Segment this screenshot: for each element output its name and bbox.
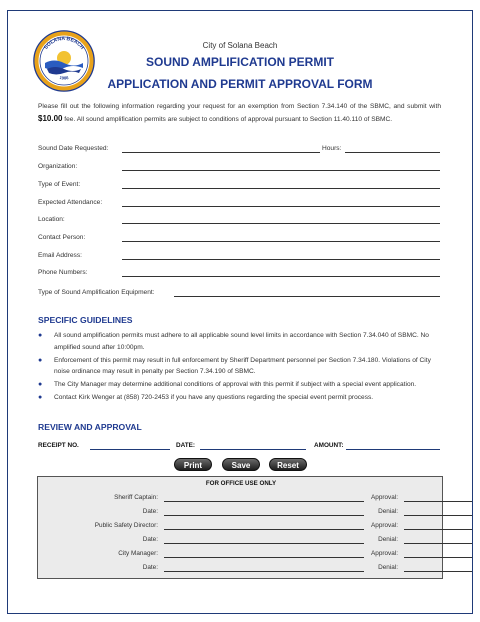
print-button[interactable]: Print [174,458,212,471]
save-button[interactable]: Save [222,458,260,471]
denial-label: Denial: [378,508,398,515]
contact-label: Contact Person: [38,234,86,241]
manager-denial-field[interactable] [404,563,472,572]
event-type-field[interactable] [122,180,440,189]
review-date-field[interactable] [200,441,306,450]
intro-paragraph [38,101,441,125]
guideline-item: ● All sound amplification permits must adhere to all applicable sound level limits in accordance with Section 7.34.040 of SBMC. No amplified sound after 10:00pm. [38,332,429,351]
guidelines-heading: SPECIFIC GUIDELINES [38,315,133,325]
equipment-field[interactable] [174,288,440,297]
sheriff-denial-field[interactable] [404,507,472,516]
guideline-item: ● Contact Kirk Wenger at (858) 720-2453 if you have any questions regarding the special event permit process. [38,392,442,404]
bullet-icon: ● [38,332,43,339]
intro-text-part2: fee. All sound amplification permits are subject to conditions of approval pursuant to Section 11.40.110 of SBMC. [62,115,393,123]
city-manager-label: City Manager: [118,550,158,557]
date-label: Date: [142,508,158,515]
logo-text-bottom: 1986 [59,75,69,81]
approval-label: Approval: [371,522,398,529]
form-title-line2: APPLICATION AND PERMIT APPROVAL FORM [107,77,373,91]
denial-label: Denial: [378,564,398,571]
safety-denial-field[interactable] [404,535,472,544]
review-heading: REVIEW AND APPROVAL [38,422,142,432]
attendance-field[interactable] [122,198,440,207]
hours-label: Hours: [322,145,342,152]
approval-label: Approval: [371,550,398,557]
guideline-item: ● Enforcement of this permit may result in full enforcement by Sheriff Department personnel per Section 7.34.180. Violations of City noise ordinance may result in penalty per Section 7.34.190 of SBMC. [38,356,431,375]
date-label: Date: [142,564,158,571]
sound-date-label: Sound Date Requested: [38,145,109,152]
receipt-label: RECEIPT NO. [38,442,79,449]
intro-text-part1: Please fill out the following information regarding your request for an exemption from Section 7.34.140 of the SBMC, and submit with [38,103,441,110]
email-label: Email Address: [38,252,82,259]
organization-field[interactable] [122,162,440,171]
phones-field[interactable] [122,268,440,277]
hours-field[interactable] [345,144,440,153]
sheriff-approval-field[interactable] [404,493,472,502]
location-label: Location: [38,216,65,223]
city-manager-field[interactable] [164,549,364,558]
safety-director-field[interactable] [164,521,364,530]
manager-approval-field[interactable] [404,549,472,558]
amount-label: AMOUNT: [314,442,344,449]
sound-date-field[interactable] [122,144,320,153]
sheriff-label: Sheriff Captain: [114,494,158,501]
safety-director-label: Public Safety Director: [94,522,158,529]
office-use-panel [37,476,443,579]
city-name: City of Solana Beach [202,41,278,50]
receipt-field[interactable] [90,441,170,450]
amount-field[interactable] [346,441,440,450]
bullet-icon: ● [38,394,43,401]
location-field[interactable] [122,215,440,224]
manager-date-field[interactable] [164,563,364,572]
form-title-line1: SOUND AMPLIFICATION PERMIT [146,55,334,69]
logo-text-top: SOLANA BEACH [43,35,85,51]
sheriff-date-field[interactable] [164,507,364,516]
approval-label: Approval: [371,494,398,501]
sheriff-field[interactable] [164,493,364,502]
safety-approval-field[interactable] [404,521,472,530]
fee-amount: $10.00 [38,113,63,123]
denial-label: Denial: [378,536,398,543]
contact-field[interactable] [122,233,440,242]
guidelines-list [38,330,442,405]
safety-date-field[interactable] [164,535,364,544]
attendance-label: Expected Attendance: [38,199,103,206]
review-date-label: DATE: [176,442,196,449]
phones-label: Phone Numbers: [38,269,88,276]
bullet-icon: ● [38,356,43,364]
equipment-label: Type of Sound Amplification Equipment: [38,289,155,296]
reset-button[interactable]: Reset [269,458,307,471]
guideline-item: ● The City Manager may determine additional conditions of approval with this permit if subject with a special event application. [38,379,442,391]
office-use-title: FOR OFFICE USE ONLY [205,480,277,487]
email-field[interactable] [122,251,440,260]
event-type-label: Type of Event: [38,181,81,188]
bullet-icon: ● [38,381,43,388]
organization-label: Organization: [38,163,78,170]
date-label: Date: [142,536,158,543]
